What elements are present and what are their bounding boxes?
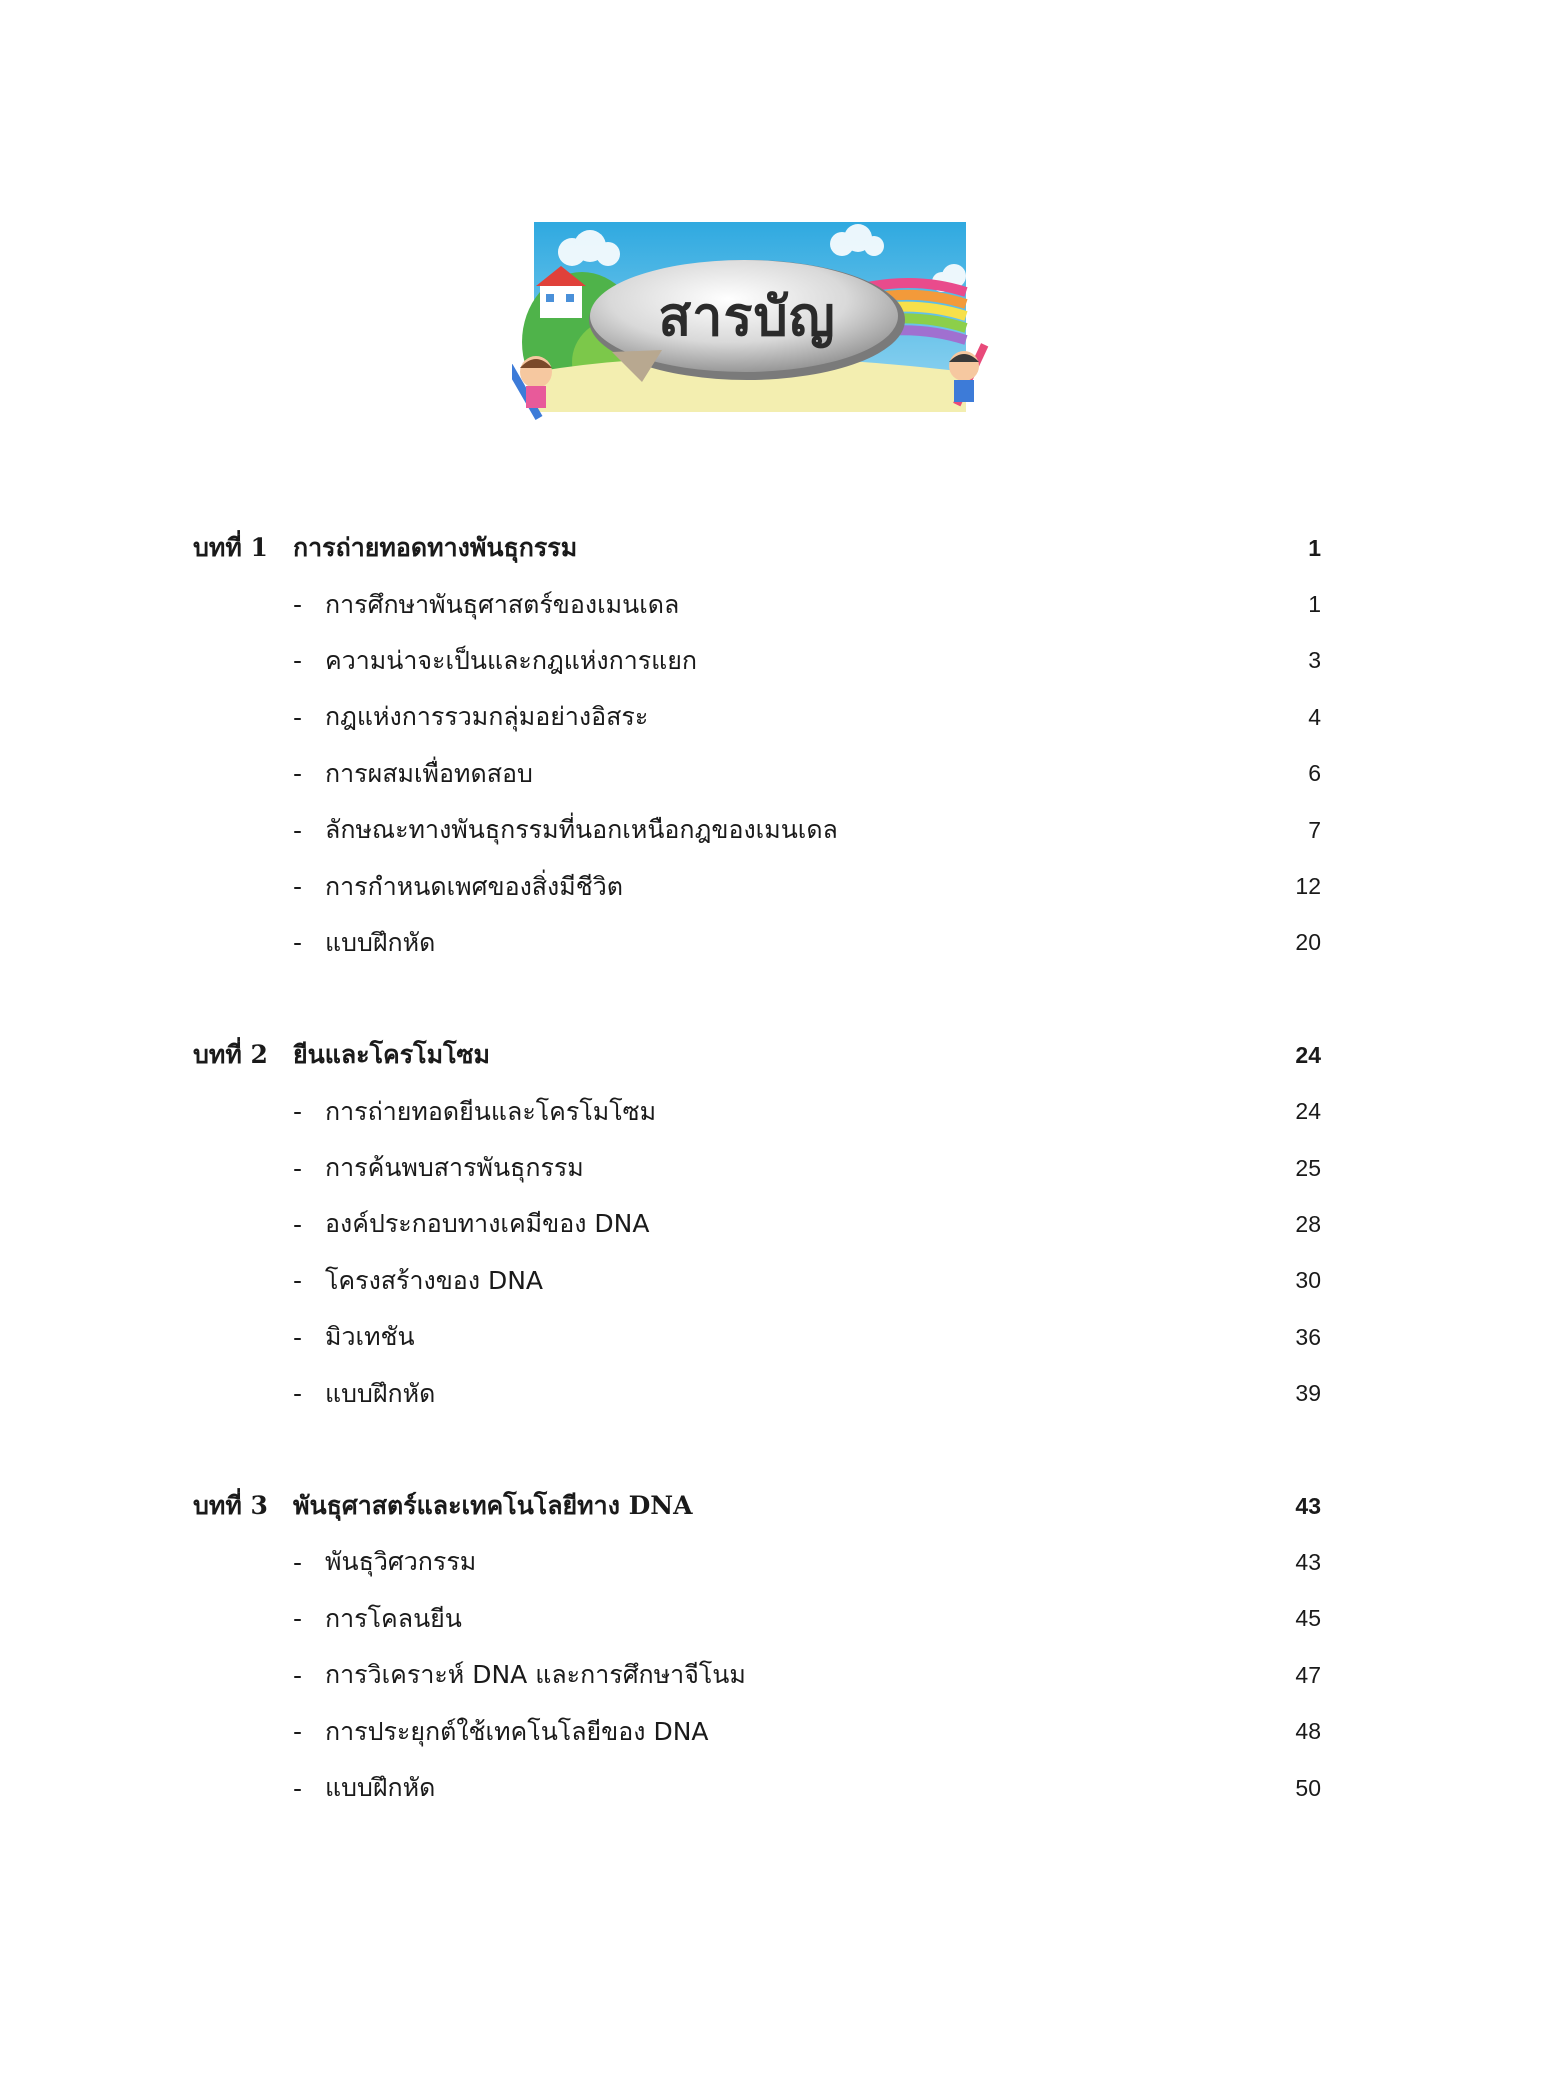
page-number: 1 — [1308, 534, 1321, 561]
chapter-title: ยีนและโครโมโซม — [293, 1040, 490, 1070]
toc-item[interactable] — [193, 1647, 1321, 1703]
chapter-heading[interactable] — [193, 1027, 1321, 1083]
toc-item-title: การศึกษาพันธุศาสตร์ของเมนเดล — [325, 589, 680, 619]
page-number: 43 — [1295, 1492, 1321, 1519]
page-number: 45 — [1295, 1605, 1321, 1632]
page-number: 30 — [1295, 1267, 1321, 1294]
dash: - — [293, 1660, 303, 1690]
chapter-heading[interactable] — [193, 520, 1321, 576]
dash: - — [293, 1266, 303, 1296]
dash: - — [293, 1153, 303, 1183]
dash: - — [293, 1209, 303, 1239]
toc-banner — [512, 222, 1008, 422]
toc-item-title: การค้นพบสารพันธุกรรม — [325, 1153, 584, 1183]
dash: - — [293, 1773, 303, 1803]
page-number: 4 — [1308, 703, 1321, 730]
toc-item[interactable] — [193, 633, 1321, 689]
toc-item[interactable] — [193, 1591, 1321, 1647]
page-number: 25 — [1295, 1154, 1321, 1181]
page-number: 36 — [1295, 1323, 1321, 1350]
toc-item-title: การวิเคราะห์ DNA และการศึกษาจีโนม — [325, 1660, 746, 1690]
toc-item[interactable] — [193, 1253, 1321, 1309]
page-number: 1 — [1308, 591, 1321, 618]
page-number: 20 — [1295, 929, 1321, 956]
page-number: 12 — [1295, 873, 1321, 900]
toc-item-title: การประยุกต์ใช้เทคโนโลยีของ DNA — [325, 1716, 709, 1746]
chapter-heading[interactable] — [193, 1478, 1321, 1534]
chapter-label: บทที่ 2 — [193, 1040, 268, 1070]
page-title: สารบัญ — [658, 285, 836, 348]
toc-item[interactable] — [193, 1365, 1321, 1421]
toc-item-title: การถ่ายทอดยีนและโครโมโซม — [325, 1096, 657, 1126]
chapter-label: บทที่ 3 — [193, 1491, 268, 1521]
dash: - — [293, 1322, 303, 1352]
page-number: 47 — [1295, 1661, 1321, 1688]
toc-item[interactable] — [193, 1084, 1321, 1140]
page-number: 24 — [1295, 1041, 1321, 1068]
toc-item-title: ลักษณะทางพันธุกรรมที่นอกเหนือกฎของเมนเดล — [325, 815, 838, 845]
dash: - — [293, 928, 303, 958]
toc-item-title: แบบฝึกหัด — [325, 927, 436, 957]
toc-item-title: พันธุวิศวกรรม — [325, 1547, 477, 1577]
chapter-label: บทที่ 1 — [193, 533, 268, 563]
toc-item-title: การกำหนดเพศของสิ่งมีชีวิต — [325, 871, 623, 901]
toc-item-title: แบบฝึกหัด — [325, 1378, 436, 1408]
chapter-section — [193, 1478, 1321, 1816]
toc-item[interactable] — [193, 1534, 1321, 1590]
toc-item-title: องค์ประกอบทางเคมีของ DNA — [325, 1209, 650, 1239]
toc-item-title: กฎแห่งการรวมกลุ่มอย่างอิสระ — [325, 702, 649, 732]
toc-item-title: ความน่าจะเป็นและกฎแห่งการแยก — [325, 645, 698, 675]
page-number: 48 — [1295, 1718, 1321, 1745]
toc-item[interactable] — [193, 689, 1321, 745]
toc-item[interactable] — [193, 1760, 1321, 1816]
dash: - — [293, 759, 303, 789]
toc-item[interactable] — [193, 746, 1321, 802]
dash: - — [293, 1604, 303, 1634]
toc-item[interactable] — [193, 858, 1321, 914]
table-of-contents — [193, 520, 1321, 1872]
toc-item-title: โครงสร้างของ DNA — [325, 1265, 544, 1295]
page-number: 39 — [1295, 1380, 1321, 1407]
chapter-title: พันธุศาสตร์และเทคโนโลยีทาง DNA — [293, 1491, 693, 1521]
chapter-section — [193, 520, 1321, 971]
toc-item[interactable] — [193, 802, 1321, 858]
page-number: 3 — [1308, 647, 1321, 674]
dash: - — [293, 1547, 303, 1577]
page-number: 6 — [1308, 760, 1321, 787]
toc-item[interactable] — [193, 1703, 1321, 1759]
dash: - — [293, 702, 303, 732]
page-number: 7 — [1308, 816, 1321, 843]
toc-item-title: การโคลนยีน — [325, 1603, 462, 1633]
toc-item[interactable] — [193, 1309, 1321, 1365]
dash: - — [293, 646, 303, 676]
toc-item[interactable] — [193, 576, 1321, 632]
dash: - — [293, 1097, 303, 1127]
page-number: 24 — [1295, 1098, 1321, 1125]
page-number: 28 — [1295, 1210, 1321, 1237]
page-number: 50 — [1295, 1774, 1321, 1801]
dash: - — [293, 1717, 303, 1747]
dash: - — [293, 872, 303, 902]
chapter-section — [193, 1027, 1321, 1422]
chapter-title: การถ่ายทอดทางพันธุกรรม — [293, 533, 578, 563]
toc-item[interactable] — [193, 1196, 1321, 1252]
toc-item[interactable] — [193, 1140, 1321, 1196]
dash: - — [293, 1379, 303, 1409]
toc-item-title: แบบฝึกหัด — [325, 1773, 436, 1802]
page-number: 43 — [1295, 1548, 1321, 1575]
toc-item[interactable] — [193, 915, 1321, 971]
dash: - — [293, 590, 303, 620]
toc-item-title: มิวเทชัน — [325, 1322, 415, 1352]
toc-item-title: การผสมเพื่อทดสอบ — [325, 758, 533, 788]
dash: - — [293, 815, 303, 845]
